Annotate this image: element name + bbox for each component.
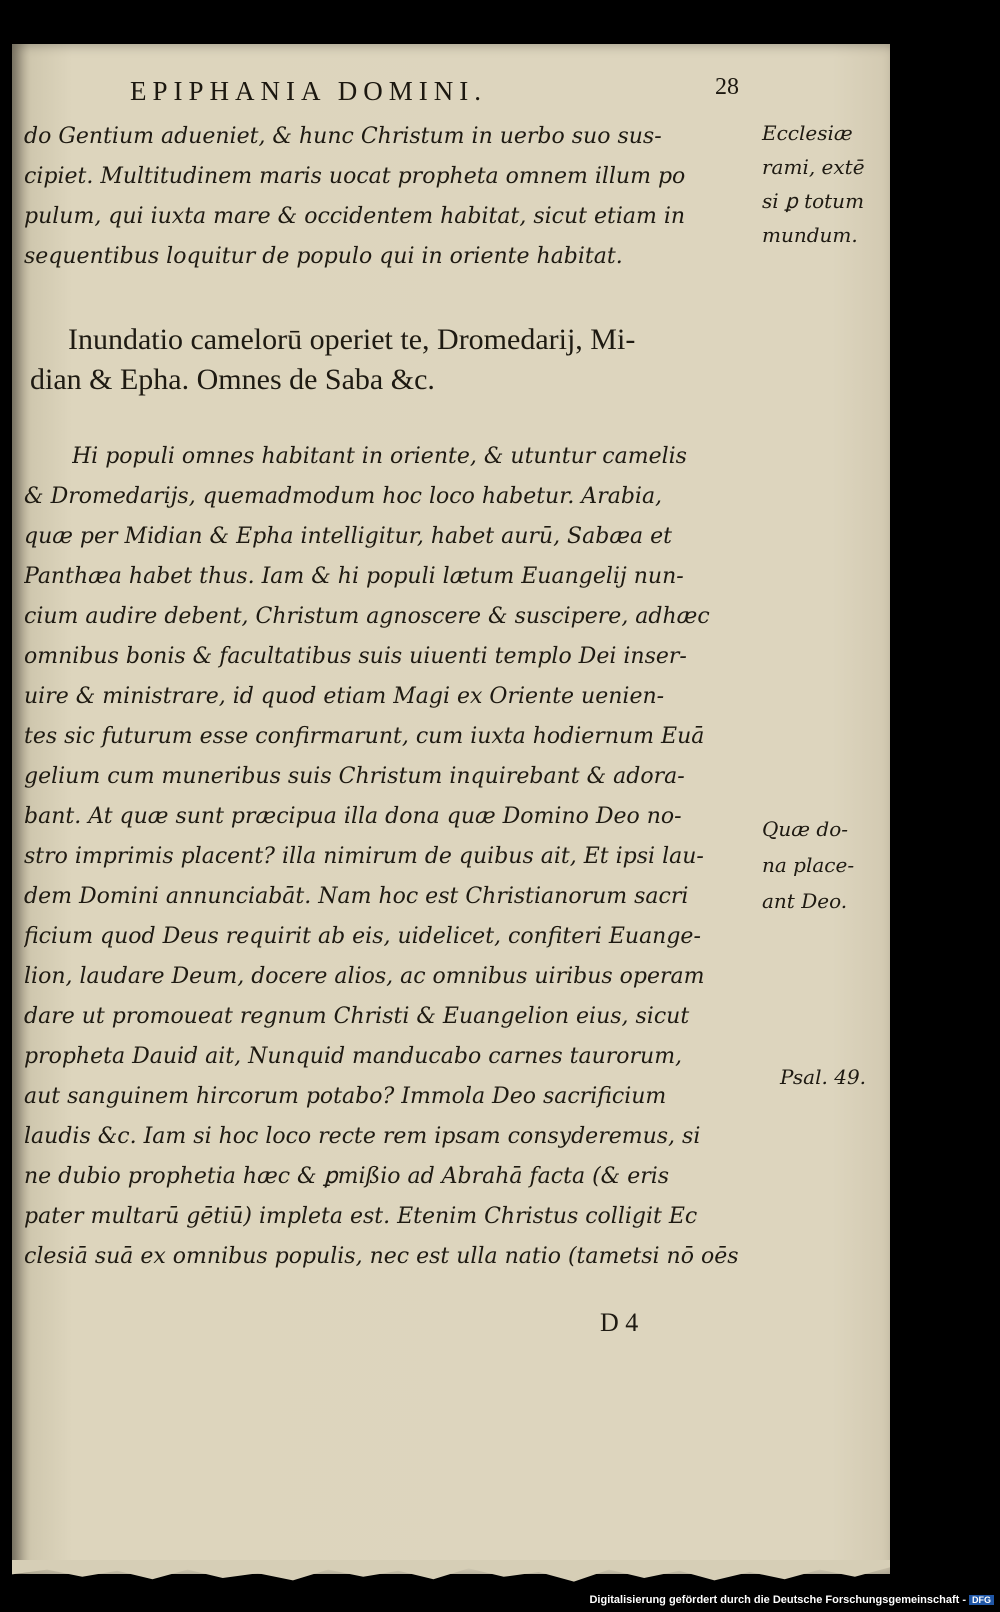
dfg-logo: DFG [969,1595,994,1605]
text-line: Panthæa habet thus. Iam & hi populi lætum Euangelij nun- [24,564,684,589]
signature-mark: D 4 [600,1308,639,1337]
text-line: cium audire debent, Christum agnoscere & suscipere, adhæc [24,604,710,629]
text-line: uire & ministrare, id quod etiam Magi ex Oriente uenien- [24,684,665,709]
margin-note-line: si ꝑ totum [762,189,865,213]
text-line: omnibus bonis & facultatibus suis uiuenti templo Dei inser- [24,644,687,669]
text-line: stro imprimis placent? illa nimirum de quibus ait, Et ipsi lau- [24,844,704,869]
text-line: do Gentium adueniet, & hunc Christum in uerbo suo sus- [24,124,662,149]
text-line: pulum, qui iuxta mare & occidentem habitat, sicut etiam in [24,204,686,229]
text-line: clesiā suā ex omnibus populis, nec est ulla natio (tametsi nō oēs [24,1244,739,1269]
text-line: lion, laudare Deum, docere alios, ac omnibus uiribus operam [24,964,705,989]
page-number: 28 [715,74,739,100]
text-line: propheta Dauid ait, Nunquid manducabo carnes taurorum, [24,1044,683,1069]
text-line: ficium quod Deus requirit ab eis, uidelicet, confiteri Euange- [24,924,701,949]
margin-note-line: rami, extē [762,155,865,179]
margin-note-line: Ecclesiæ [762,121,853,145]
text-line: aut sanguinem hircorum potabo? Immola Deo sacrificium [24,1084,667,1109]
margin-note-line: na place- [762,853,855,877]
text-line: dare ut promoueat regnum Christi & Euangelion eius, sicut [24,1004,690,1029]
text-line: dem Domini annunciabāt. Nam hoc est Christianorum sacri [24,884,689,909]
margin-note-line: Psal. 49. [780,1065,867,1089]
page-torn-edge [12,1560,890,1584]
text-line: bant. At quæ sunt præcipua illa dona quæ Domino Deo no- [24,804,682,829]
text-line: sequentibus loquitur de populo qui in oriente habitat. [24,244,623,269]
text-line: Hi populi omnes habitant in oriente, & utuntur camelis [72,444,687,469]
text-line: cipiet. Multitudinem maris uocat propheta omnem illum po [24,164,686,189]
text-line: tes sic futurum esse confirmarunt, cum iuxta hodiernum Euā [24,724,705,749]
running-header: EPIPHANIA DOMINI. [130,76,487,106]
text-line: pater multarū gētiū) impleta est. Etenim Christus colligit Ec [24,1204,698,1229]
verse-line: Inundatio camelorū operiet te, Dromedarij, Mi- [68,323,636,356]
verse-line: dian & Epha. Omnes de Saba &c. [30,363,435,396]
footer-text: Digitalisierung gefördert durch die Deutsche Forschungsgemeinschaft - [589,1594,966,1606]
margin-note-line: ant Deo. [762,889,848,913]
margin-note-line: mundum. [762,223,858,247]
text-line: quæ per Midian & Epha intelligitur, habet aurū, Sabæa et [24,524,672,549]
margin-note-line: Quæ do- [762,817,849,841]
text-line: laudis &c. Iam si hoc loco recte rem ipsam consyderemus, si [24,1124,701,1149]
text-line: & Dromedarijs, quemadmodum hoc loco habetur. Arabia, [24,484,663,509]
text-line: ne dubio prophetia hæc & ꝑmißio ad Abrahā facta (& eris [24,1164,670,1189]
footer-credit [589,1594,994,1606]
text-line: gelium cum muneribus suis Christum inquirebant & adora- [24,764,685,789]
